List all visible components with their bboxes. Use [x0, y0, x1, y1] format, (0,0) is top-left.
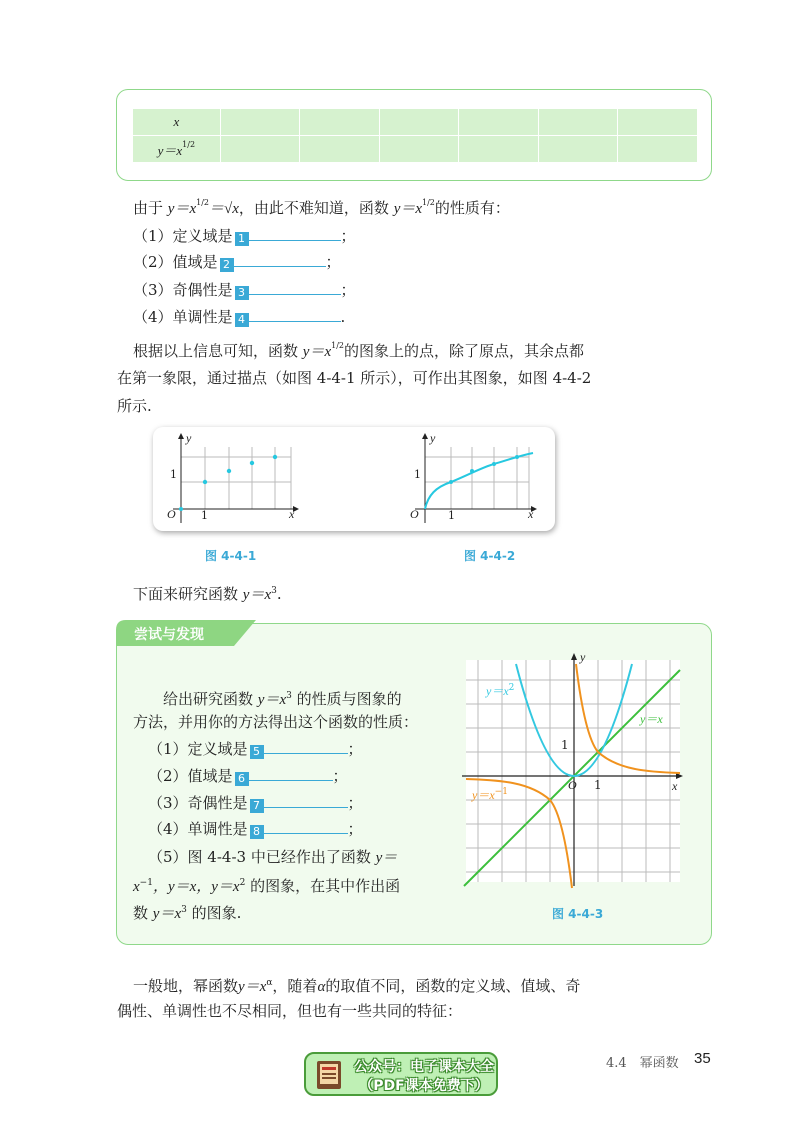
- graph3-tick-x: 1: [594, 778, 602, 792]
- table-cell: [459, 109, 539, 136]
- page-number: 35: [694, 1050, 711, 1067]
- value-table-box: [116, 89, 712, 181]
- watermark-line2: （PDF课本免费下）: [359, 1078, 489, 1094]
- try-item-5: （1）定义域是 5 ；: [148, 740, 363, 758]
- table-cell: [300, 136, 380, 163]
- answer-blank-4[interactable]: [249, 306, 341, 322]
- graph3-x-label: x: [672, 779, 678, 793]
- try-line6: $x^{-1}$，y＝x，$y=x^2$ 的图象，在其中作出函: [133, 877, 401, 895]
- property-4: （4）单调性是 4 .: [133, 308, 346, 326]
- try-line2: 方法，并用你的方法得出这个函数的性质：: [133, 713, 419, 731]
- graph1-tick-x: 1: [201, 509, 208, 522]
- answer-blank-8[interactable]: [264, 818, 348, 834]
- table-cell: [618, 109, 698, 136]
- caption-4-4-1: 图 4-4-1: [205, 549, 257, 563]
- table-cell: [538, 109, 618, 136]
- try-line7: 数 $y=x^3$ 的图象.: [133, 904, 242, 922]
- try-item-8: （4）单调性是 8 ；: [148, 820, 363, 838]
- graph-card: [153, 427, 555, 531]
- paragraph2-line2: 偶性、单调性也不尽相同，但也有一些共同的特征：: [117, 1002, 463, 1020]
- value-table: [132, 108, 698, 163]
- graph1-y-label: y: [186, 431, 192, 445]
- graph1-origin: O: [167, 507, 176, 521]
- try-and-discover-tab: 尝试与发现: [116, 620, 256, 646]
- label-y-x2: $y=x^2$: [486, 683, 515, 698]
- answer-blank-2[interactable]: [234, 251, 326, 267]
- try-line5: （5）图 4-4-3 中已经作出了函数 y＝: [148, 848, 398, 866]
- label-y-x-inv: $y=x^{-1}$: [472, 787, 508, 802]
- property-1: （1）定义域是 1 ；: [133, 227, 356, 245]
- try-item-6: （2）值域是 6 ；: [148, 767, 348, 785]
- watermark-line1: 公众号：电子课本大全: [354, 1059, 494, 1075]
- caption-4-4-3: 图 4-4-3: [552, 907, 604, 921]
- paragraph1-line1: 根据以上信息可知，函数 y＝x1/2的图象上的点，除了原点，其余点都: [133, 341, 585, 360]
- graph-4-4-2: [415, 433, 537, 523]
- paragraph2-line1: 一般地，幂函数$y=x^\alpha$，随着α的取值不同，函数的定义域、值域、奇: [133, 977, 581, 995]
- graph3-y-label: y: [580, 650, 586, 664]
- table-head-y: y＝x1/2: [133, 136, 221, 163]
- intro-line: 由于 y＝x1/2＝√x，由此不难知道，函数 y＝x1/2的性质有：: [133, 198, 510, 217]
- footer-section-title: 4.4 幂函数: [606, 1056, 679, 1071]
- answer-blank-7[interactable]: [264, 792, 348, 808]
- next-line: 下面来研究函数 $y=x^3$.: [133, 585, 282, 603]
- table-head-x: x: [133, 109, 221, 136]
- graph2-y-label: y: [430, 431, 436, 445]
- label-y-x: y＝x: [640, 712, 663, 726]
- graph3-origin: O: [568, 778, 577, 792]
- graphs-4-4-1-and-4-4-2: [153, 427, 555, 531]
- answer-blank-3[interactable]: [249, 279, 341, 295]
- table-cell: [220, 136, 300, 163]
- try-line1: 给出研究函数 $y=x^3$ 的性质与图象的: [163, 690, 402, 708]
- paragraph1-line3: 所示.: [117, 397, 152, 415]
- table-cell: [379, 109, 459, 136]
- table-cell: [459, 136, 539, 163]
- answer-blank-1[interactable]: [249, 225, 341, 241]
- table-cell: [300, 109, 380, 136]
- property-2: （2）值域是 2 ；: [133, 253, 341, 271]
- table-row-y: [133, 136, 698, 163]
- table-cell: [379, 136, 459, 163]
- book-icon: [314, 1059, 344, 1091]
- graph2-tick-y: 1: [414, 468, 421, 481]
- graph1-x-label: x: [289, 507, 295, 521]
- graph-4-4-1: [173, 433, 299, 523]
- answer-blank-5[interactable]: [264, 738, 348, 754]
- graph1-tick-y: 1: [170, 468, 177, 481]
- table-cell: [618, 136, 698, 163]
- graph2-tick-x: 1: [448, 509, 455, 522]
- try-item-7: （3）奇偶性是 7 ；: [148, 794, 363, 812]
- graph-4-4-3: [458, 650, 690, 890]
- graph2-x-label: x: [528, 507, 534, 521]
- graph3-tick-y: 1: [561, 738, 569, 752]
- watermark-badge: [304, 1052, 498, 1096]
- graph2-origin: O: [410, 507, 419, 521]
- answer-blank-6[interactable]: [249, 765, 333, 781]
- paragraph1-line2: 在第一象限，通过描点（如图 4-4-1 所示），可作出其图象，如图 4-4-2: [117, 369, 592, 387]
- table-row-x: [133, 109, 698, 136]
- table-cell: [220, 109, 300, 136]
- table-cell: [538, 136, 618, 163]
- property-3: （3）奇偶性是 3 ；: [133, 281, 356, 299]
- caption-4-4-2: 图 4-4-2: [464, 549, 516, 563]
